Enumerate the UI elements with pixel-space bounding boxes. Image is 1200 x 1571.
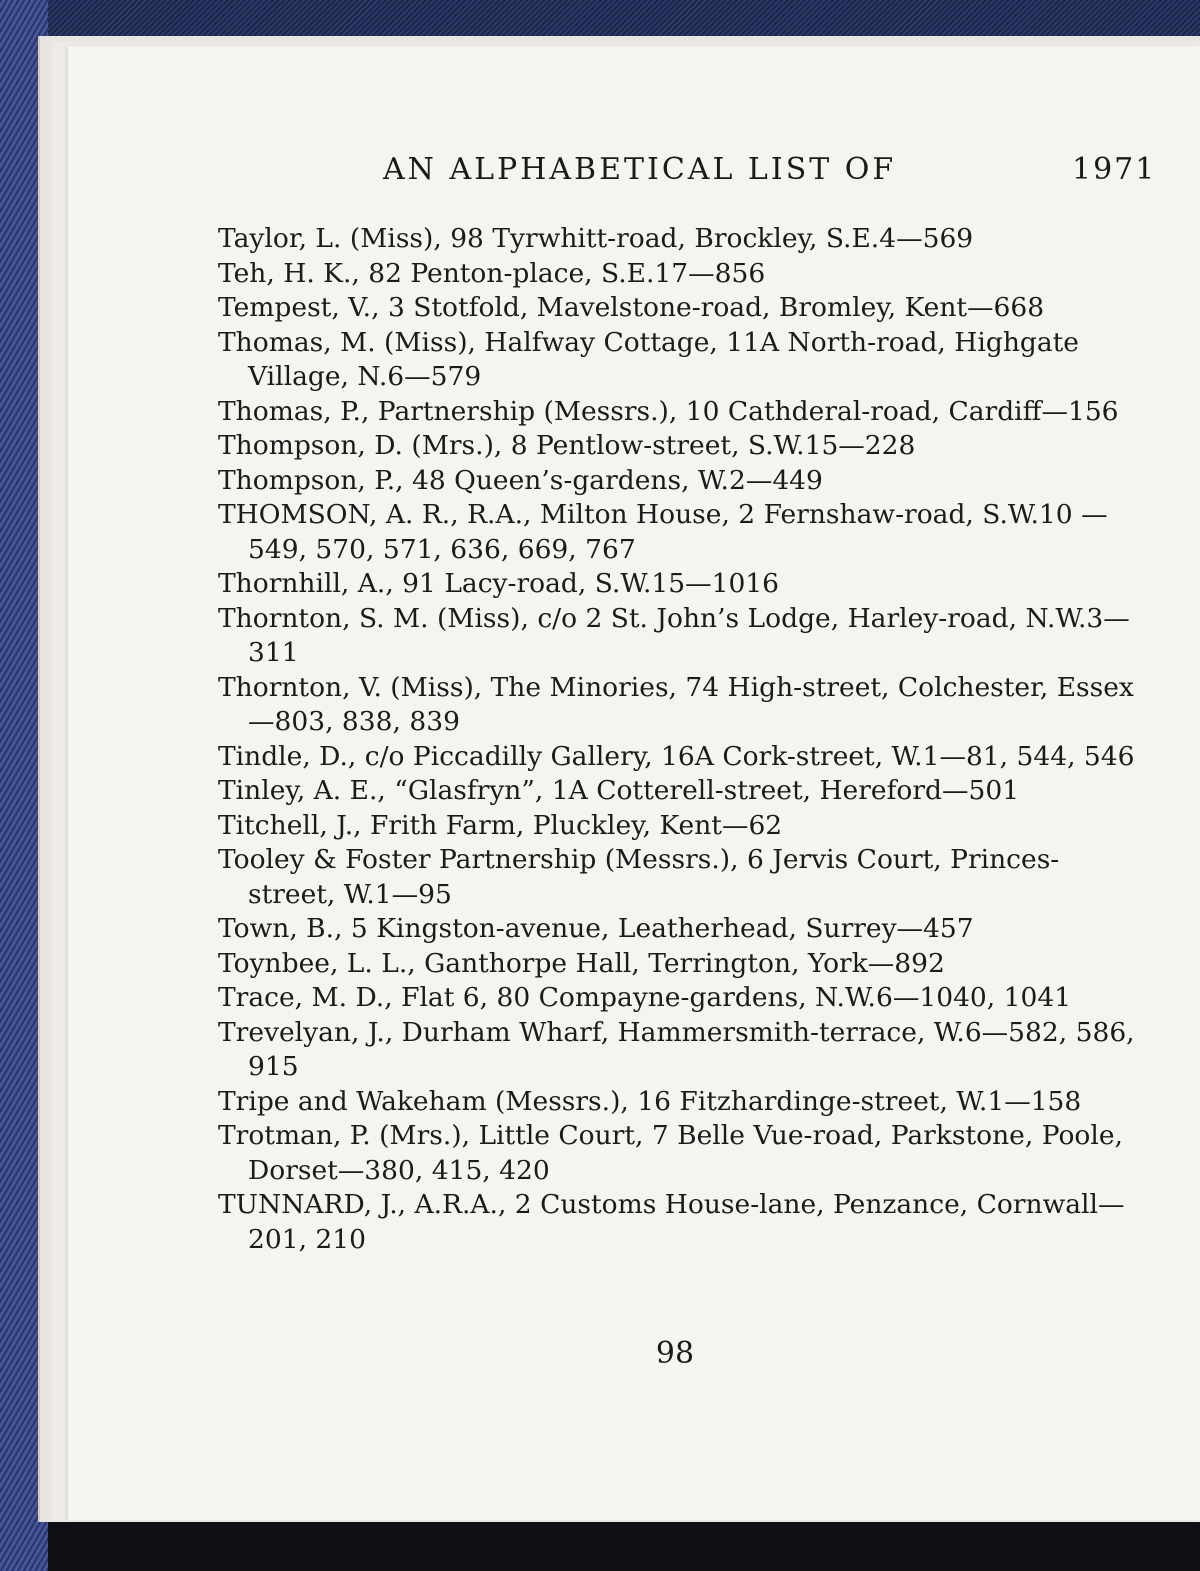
entry: Trotman, P. (Mrs.), Little Court, 7 Belle Vue-road, Parkstone, Poole, Dorset—380, 415, 420 bbox=[218, 1120, 1123, 1186]
running-head-year: 1971 bbox=[1072, 152, 1157, 187]
entry: TUNNARD, J., A.R.A., 2 Customs House-lane, Penzance, Cornwall—201, 210 bbox=[218, 1189, 1125, 1255]
entry: Tooley & Foster Partnership (Messrs.), 6 Jervis Court, Princes-street, W.1—95 bbox=[218, 844, 1060, 910]
entry: Thomas, P., Partnership (Messrs.), 10 Cathderal-road, Cardiff—156 bbox=[218, 395, 1119, 427]
entry: Titchell, J., Frith Farm, Pluckley, Kent—62 bbox=[218, 809, 783, 841]
entry: Thornton, V. (Miss), The Minories, 74 High-street, Colchester, Essex—803, 838, 839 bbox=[218, 671, 1134, 737]
entry: Teh, H. K., 82 Penton-place, S.E.17—856 bbox=[218, 257, 766, 289]
entry: Tindle, D., c/o Piccadilly Gallery, 16A Cork-street, W.1—81, 544, 546 bbox=[218, 740, 1135, 772]
page-number: 98 bbox=[655, 1336, 695, 1371]
entry: Thompson, P., 48 Queen’s-gardens, W.2—449 bbox=[218, 464, 823, 496]
entry: Thompson, D. (Mrs.), 8 Pentlow-street, S.W.15—228 bbox=[218, 430, 916, 461]
entry: Trevelyan, J., Durham Wharf, Hammersmith-terrace, W.6—582, 586, 915 bbox=[218, 1016, 1135, 1082]
entry-list bbox=[218, 222, 1140, 1257]
entry: Tinley, A. E., “Glasfryn”, 1A Cotterell-street, Hereford—501 bbox=[218, 775, 1020, 806]
entry: Town, B., 5 Kingston-avenue, Leatherhead, Surrey—457 bbox=[218, 913, 974, 944]
table-surface bbox=[0, 1520, 1200, 1571]
entry: Thornton, S. M. (Miss), c/o 2 St. John’s Lodge, Harley-road, N.W.3—311 bbox=[218, 602, 1130, 668]
entry: Thornhill, A., 91 Lacy-road, S.W.15—1016 bbox=[218, 568, 780, 599]
entry: Tempest, V., 3 Stotfold, Mavelstone-road, Bromley, Kent—668 bbox=[218, 292, 1045, 323]
entry: Thomas, M. (Miss), Halfway Cottage, 11A North-road, Highgate Village, N.6—579 bbox=[218, 326, 1079, 392]
entry: Trace, M. D., Flat 6, 80 Compayne-gardens, N.W.6—1040, 1041 bbox=[218, 982, 1072, 1013]
entry: THOMSON, A. R., R.A., Milton House, 2 Fernshaw-road, S.W.10 —549, 570, 571, 636, 669, 767 bbox=[218, 499, 1108, 565]
running-head-title: AN ALPHABETICAL LIST OF bbox=[383, 152, 897, 187]
entry: Taylor, L. (Miss), 98 Tyrwhitt-road, Brockley, S.E.4—569 bbox=[218, 223, 974, 254]
entry: Toynbee, L. L., Ganthorpe Hall, Terrington, York—892 bbox=[218, 947, 945, 979]
entry: Tripe and Wakeham (Messrs.), 16 Fitzhardinge-street, W.1—158 bbox=[218, 1085, 1082, 1117]
